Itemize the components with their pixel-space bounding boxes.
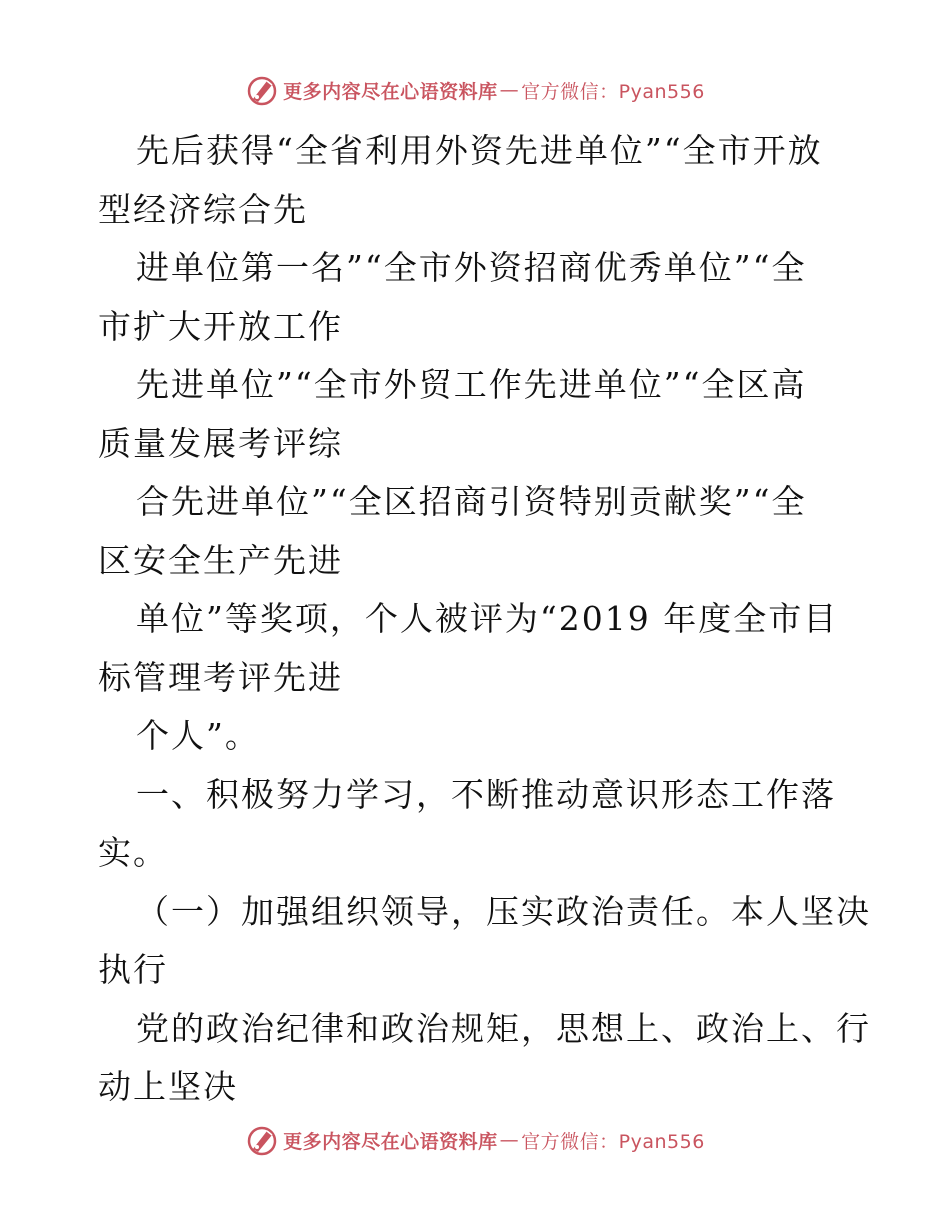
banner-brand-text: 更多内容尽在心语资料库	[283, 80, 498, 103]
body-line: 进单位第一名”“全市外资招商优秀单位”“全	[136, 248, 807, 287]
pen-logo-icon	[245, 1123, 279, 1157]
section-heading-line: 一、积极努力学习，不断推动意识形态工作落	[136, 774, 836, 814]
body-line: 先后获得“全省利用外资先进单位”“全市开放	[136, 131, 823, 170]
banner-separator: —	[499, 1129, 520, 1151]
subsection-heading-line: （一）加强组织领导，压实政治责任。本人坚决	[136, 891, 871, 931]
body-line: 市扩大开放工作	[98, 306, 343, 346]
footer-watermark-banner	[0, 1120, 950, 1160]
body-line: 合先进单位”“全区招商引资特别贡献奖”“全	[136, 482, 807, 521]
body-line: 执行	[98, 950, 168, 989]
body-line: 区安全生产先进	[98, 540, 343, 580]
banner-brand-text: 更多内容尽在心语资料库	[283, 1130, 498, 1153]
section-heading-line: 实。	[98, 833, 168, 872]
body-line: 单位”等奖项，个人被评为“2019 年度全市目	[136, 599, 839, 638]
body-line: 党的政治纪律和政治规矩，思想上、政治上、行	[136, 1008, 871, 1048]
banner-contact-text: 官方微信：Pyan556	[521, 1130, 705, 1153]
banner-contact-text: 官方微信：Pyan556	[521, 80, 705, 103]
body-line: 动上坚决	[98, 1067, 238, 1106]
document-body	[98, 122, 871, 1117]
body-line: 先进单位”“全市外贸工作先进单位”“全区高	[136, 365, 807, 404]
header-watermark-banner	[0, 70, 950, 110]
body-line: 型经济综合先	[98, 189, 308, 229]
body-line: 个人”。	[136, 716, 260, 755]
pen-logo-icon	[245, 73, 279, 107]
body-line: 标管理考评先进	[98, 657, 343, 697]
body-line: 质量发展考评综	[98, 423, 343, 463]
banner-separator: —	[499, 79, 520, 101]
